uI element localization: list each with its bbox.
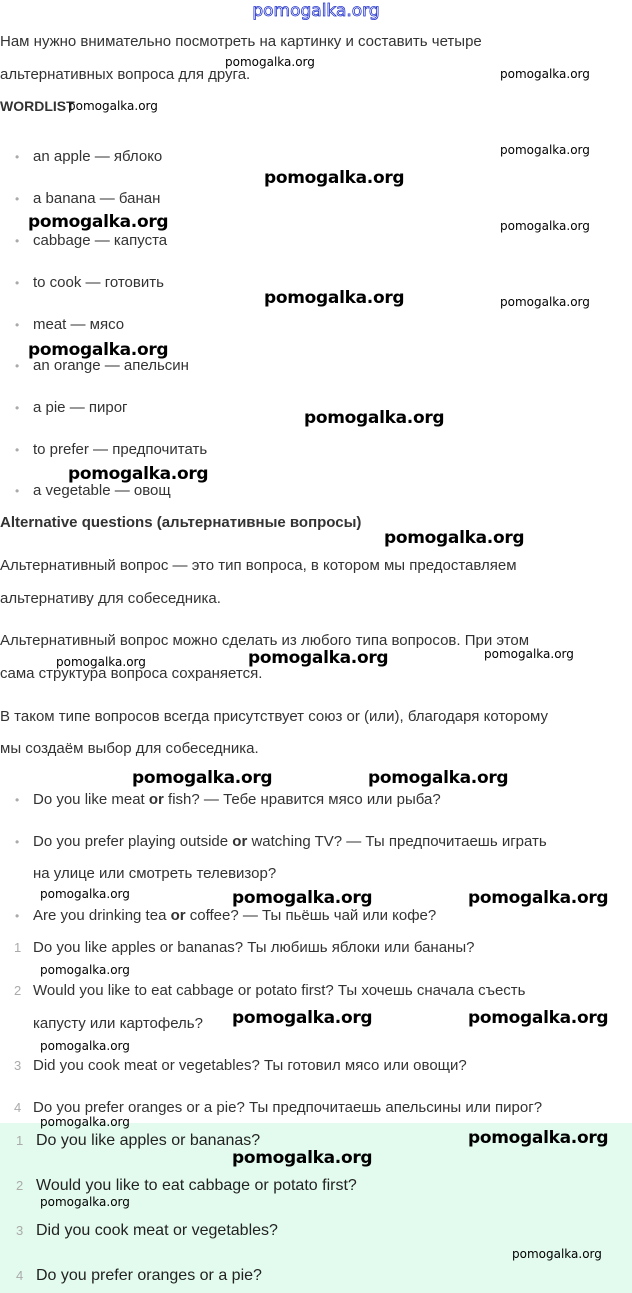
example-text: watching TV? — Ты предпочитаешь играть bbox=[247, 833, 547, 850]
paragraph-line: Альтернативный вопрос — это тип вопроса, в котором мы предоставляем bbox=[0, 557, 517, 574]
watermark-text: pomogalka.org bbox=[500, 67, 590, 81]
example-item bbox=[33, 832, 547, 852]
wordlist-item: a vegetable — овощ bbox=[33, 482, 171, 499]
translated-question: капусту или картофель? bbox=[33, 1015, 203, 1032]
bullet-icon: • bbox=[15, 359, 20, 373]
watermark-text: pomogalka.org bbox=[40, 887, 130, 901]
wordlist-item: a pie — пирог bbox=[33, 399, 128, 416]
example-item bbox=[33, 906, 436, 926]
answer-question: Would you like to eat cabbage or potato first? bbox=[36, 1177, 357, 1194]
watermark-text: pomogalka.org bbox=[40, 963, 130, 977]
bullet-icon: • bbox=[15, 234, 20, 248]
watermark-text: pomogalka.org bbox=[384, 528, 525, 548]
list-number: 3 bbox=[14, 1058, 22, 1073]
intro-line: альтернативных вопроса для друга. bbox=[0, 66, 251, 83]
answer-number: 3 bbox=[16, 1223, 24, 1238]
watermark-text: pomogalka.org bbox=[232, 888, 373, 908]
wordlist-item: cabbage — капуста bbox=[33, 232, 168, 249]
bullet-icon: • bbox=[15, 150, 20, 164]
bullet-icon: • bbox=[15, 401, 20, 415]
watermark-text: pomogalka.org bbox=[225, 55, 315, 69]
intro-line: Нам нужно внимательно посмотреть на картинку и составить четыре bbox=[0, 33, 482, 50]
wordlist-item: meat — мясо bbox=[33, 316, 125, 333]
alt-questions-heading: Alternative questions (альтернативные вопросы) bbox=[0, 514, 362, 531]
answer-question: Do you like apples or bananas? bbox=[36, 1132, 261, 1149]
wordlist-item: an apple — яблоко bbox=[33, 148, 163, 165]
watermark-text: pomogalka.org bbox=[500, 219, 590, 233]
watermark-text: pomogalka.org bbox=[248, 648, 389, 668]
list-number: 4 bbox=[14, 1100, 22, 1115]
list-number: 1 bbox=[14, 940, 22, 955]
watermark-text: pomogalka.org bbox=[500, 143, 590, 157]
answer-number: 1 bbox=[16, 1133, 24, 1148]
watermark-text: pomogalka.org bbox=[512, 1247, 602, 1261]
example-item-continued: на улице или смотреть телевизор? bbox=[33, 865, 277, 882]
answer-question: Did you cook meat or vegetables? bbox=[36, 1222, 278, 1239]
answer-number: 2 bbox=[16, 1178, 24, 1193]
watermark-text: pomogalka.org bbox=[132, 768, 273, 788]
translated-question: Do you like apples or bananas? Ты любишь яблоки или бананы? bbox=[33, 939, 475, 956]
paragraph-line: В таком типе вопросов всегда присутствует союз or (или), благодаря которому bbox=[0, 708, 549, 725]
or-keyword: or bbox=[170, 907, 186, 924]
watermark-text: pomogalka.org bbox=[56, 655, 146, 669]
watermark-text: pomogalka.org bbox=[500, 295, 590, 309]
answer-question: Do you prefer oranges or a pie? bbox=[36, 1267, 262, 1284]
example-text: Do you prefer playing outside bbox=[33, 833, 233, 850]
bullet-icon: • bbox=[15, 909, 20, 923]
watermark-text: pomogalka.org bbox=[68, 99, 158, 113]
site-logo-watermark: pomogalka.org bbox=[252, 1, 380, 21]
watermark-text: pomogalka.org bbox=[28, 340, 169, 360]
or-keyword: or bbox=[232, 833, 248, 850]
watermark-text: pomogalka.org bbox=[232, 1148, 373, 1168]
translated-question: Do you prefer oranges or a pie? Ты предпочитаешь апельсины или пирог? bbox=[33, 1099, 543, 1116]
paragraph-line: сама структура вопроса сохраняется. bbox=[0, 665, 263, 682]
list-number: 2 bbox=[14, 983, 22, 998]
watermark-text: pomogalka.org bbox=[484, 647, 574, 661]
watermark-text: pomogalka.org bbox=[264, 168, 405, 188]
example-text: fish? — Тебе нравится мясо или рыба? bbox=[163, 791, 441, 808]
watermark-text: pomogalka.org bbox=[468, 1008, 609, 1028]
bullet-icon: • bbox=[15, 484, 20, 498]
watermark-text: pomogalka.org bbox=[468, 1128, 609, 1148]
wordlist-item: to prefer — предпочитать bbox=[33, 441, 208, 458]
example-text: coffee? — Ты пьёшь чай или кофе? bbox=[185, 907, 437, 924]
paragraph-line: Альтернативный вопрос можно сделать из любого типа вопросов. При этом bbox=[0, 632, 530, 649]
watermark-text: pomogalka.org bbox=[368, 768, 509, 788]
example-text: Are you drinking tea bbox=[33, 907, 171, 924]
bullet-icon: • bbox=[15, 192, 20, 206]
bullet-icon: • bbox=[15, 276, 20, 290]
bullet-icon: • bbox=[15, 793, 20, 807]
bullet-icon: • bbox=[15, 443, 20, 457]
watermark-text: pomogalka.org bbox=[68, 464, 209, 484]
bullet-icon: • bbox=[15, 318, 20, 332]
wordlist-item: a banana — банан bbox=[33, 190, 161, 207]
wordlist-heading: WORDLIST bbox=[0, 98, 75, 114]
watermark-text: pomogalka.org bbox=[468, 888, 609, 908]
watermark-text: pomogalka.org bbox=[40, 1115, 130, 1129]
wordlist-item: to cook — готовить bbox=[33, 274, 164, 291]
paragraph-line: альтернативу для собеседника. bbox=[0, 590, 221, 607]
watermark-text: pomogalka.org bbox=[40, 1039, 130, 1053]
translated-question: Did you cook meat or vegetables? Ты готовил мясо или овощи? bbox=[33, 1057, 467, 1074]
watermark-text: pomogalka.org bbox=[232, 1008, 373, 1028]
watermark-text: pomogalka.org bbox=[28, 212, 169, 232]
watermark-text: pomogalka.org bbox=[304, 408, 445, 428]
example-text: Do you like meat bbox=[33, 791, 149, 808]
watermark-text: pomogalka.org bbox=[40, 1195, 130, 1209]
watermark-text: pomogalka.org bbox=[264, 288, 405, 308]
wordlist-item: an orange — апельсин bbox=[33, 357, 189, 374]
or-keyword: or bbox=[148, 791, 164, 808]
answer-number: 4 bbox=[16, 1268, 24, 1283]
bullet-icon: • bbox=[15, 835, 20, 849]
example-item bbox=[33, 790, 441, 810]
translated-question: Would you like to eat cabbage or potato first? Ты хочешь сначала съесть bbox=[33, 982, 526, 999]
paragraph-line: мы создаём выбор для собеседника. bbox=[0, 740, 259, 757]
